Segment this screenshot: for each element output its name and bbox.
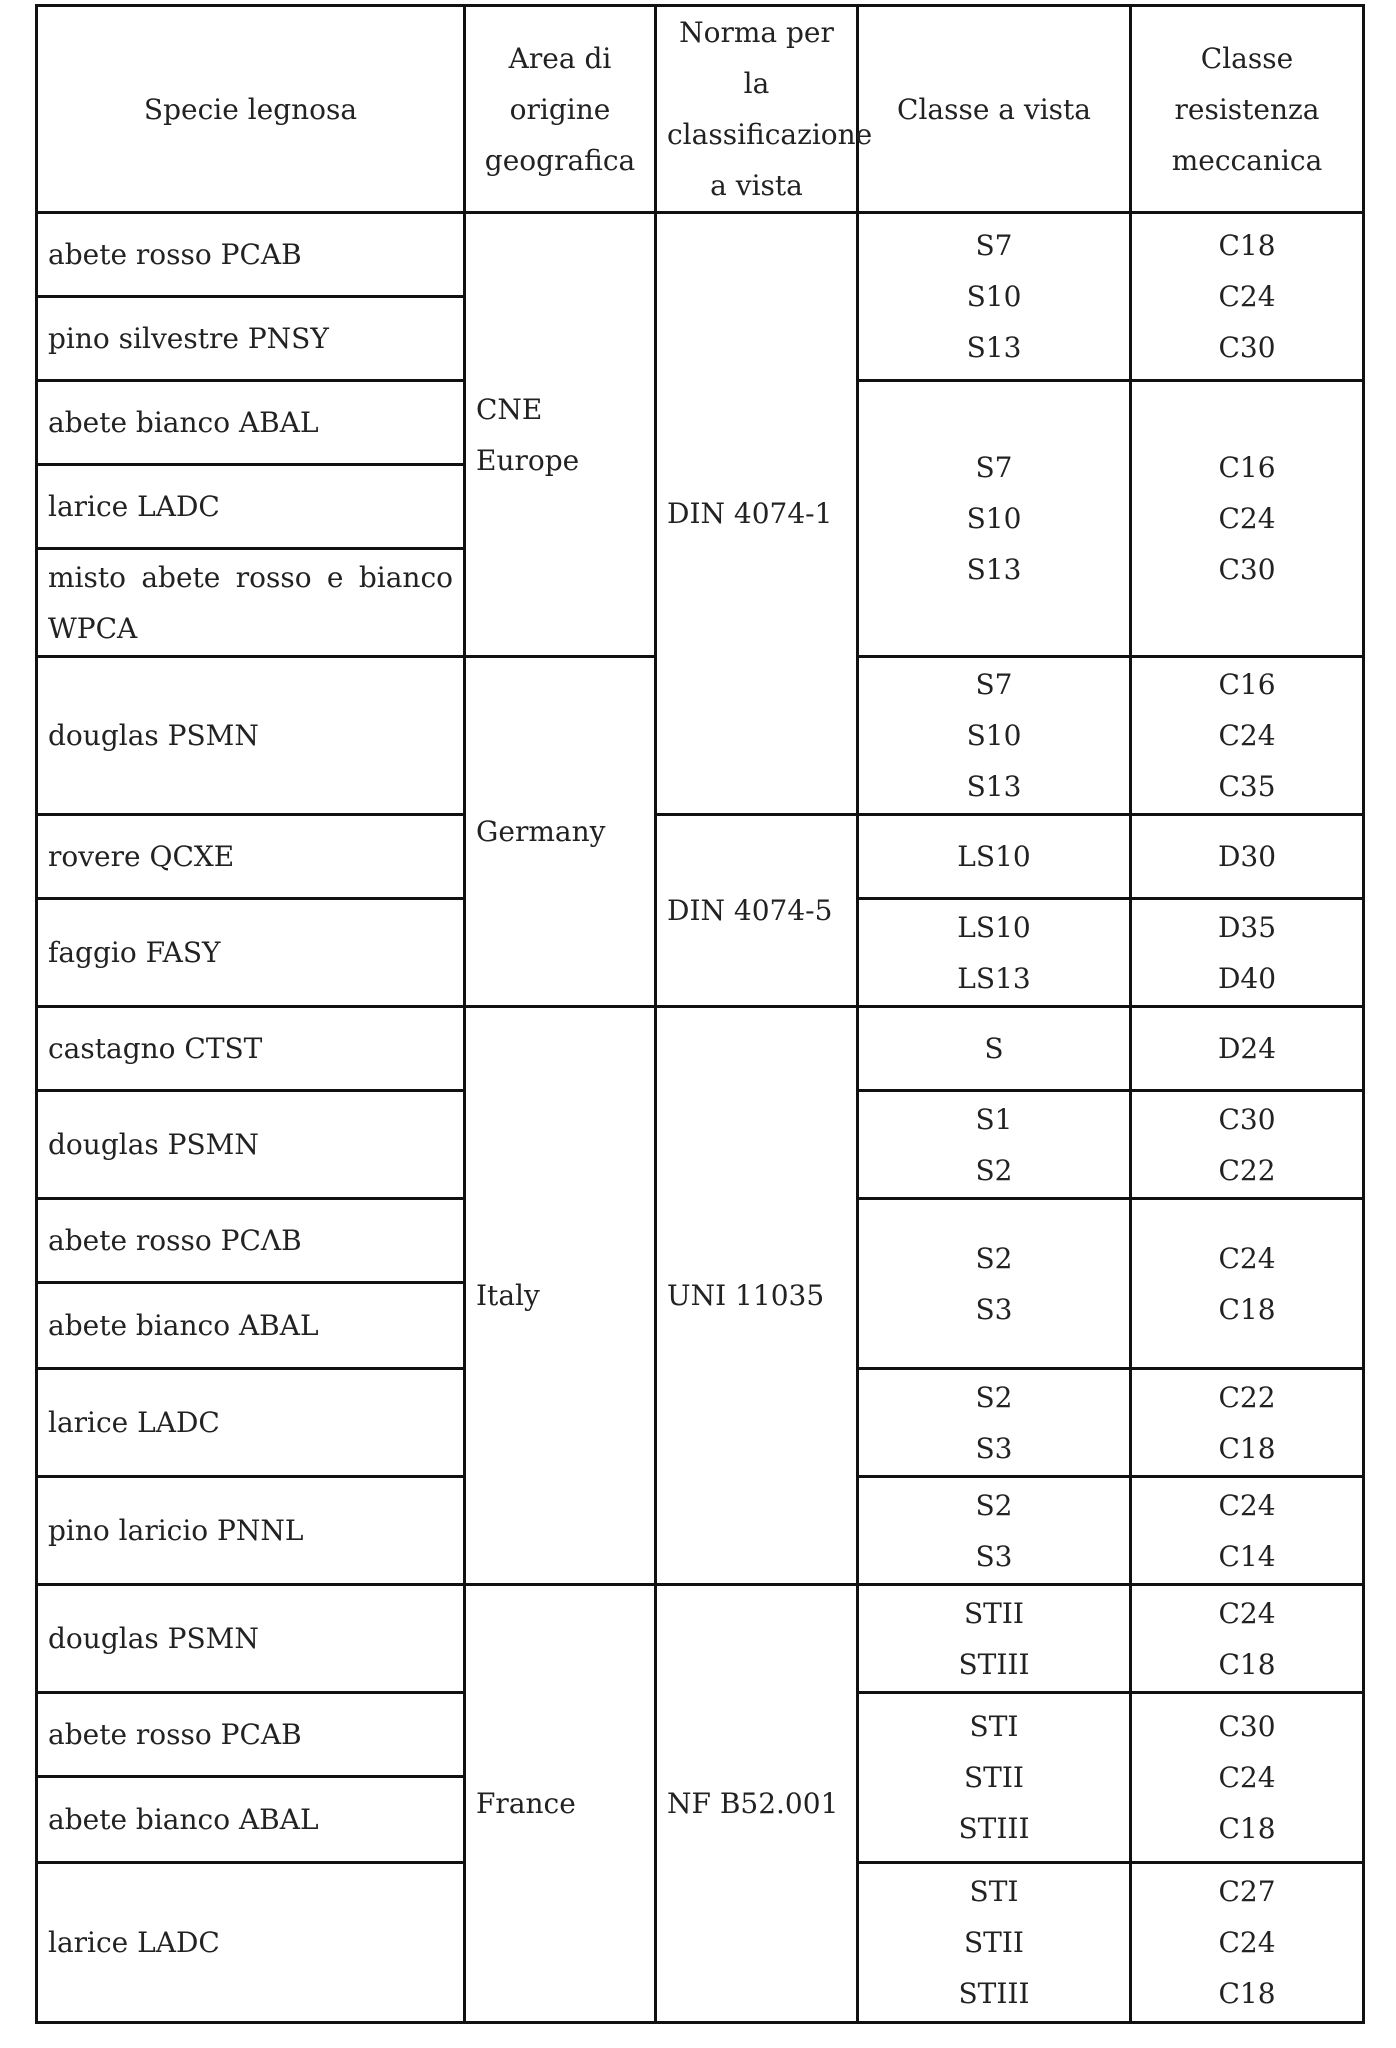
visual-class-cell: S7 S10 S13 bbox=[858, 657, 1131, 815]
area-cell: France bbox=[465, 1585, 656, 2023]
header-row bbox=[37, 6, 1364, 213]
species-cell: douglas PSMN bbox=[37, 657, 465, 815]
table-row bbox=[37, 213, 1364, 297]
visual-class-cell: S2 S3 bbox=[858, 1199, 1131, 1369]
area-cell: Germany bbox=[465, 657, 656, 1007]
visual-class-cell: S1 S2 bbox=[858, 1091, 1131, 1199]
strength-class-cell: C16 C24 C35 bbox=[1131, 657, 1364, 815]
strength-class-cell: C27 C24 C18 bbox=[1131, 1863, 1364, 2023]
species-cell: douglas PSMN bbox=[37, 1585, 465, 1693]
species-cell: abete bianco ABAL bbox=[37, 1283, 465, 1369]
visual-class-cell: STI STII STIII bbox=[858, 1693, 1131, 1863]
species-cell: abete rosso PCΛB bbox=[37, 1199, 465, 1283]
species-cell: abete rosso PCAB bbox=[37, 1693, 465, 1777]
visual-class-cell: S7 S10 S13 bbox=[858, 381, 1131, 657]
header-area: Area di origine geografica bbox=[465, 6, 656, 213]
strength-class-cell: C24 C18 bbox=[1131, 1199, 1364, 1369]
species-cell: abete rosso PCAB bbox=[37, 213, 465, 297]
header-norm: Norma per la classificazione a vista bbox=[656, 6, 858, 213]
visual-class-cell: LS10 LS13 bbox=[858, 899, 1131, 1007]
header-species: Specie legnosa bbox=[37, 6, 465, 213]
strength-class-cell: C24 C14 bbox=[1131, 1477, 1364, 1585]
table-row bbox=[37, 815, 1364, 899]
table-row bbox=[37, 1007, 1364, 1091]
species-cell: pino silvestre PNSY bbox=[37, 297, 465, 381]
strength-class-cell: C24 C18 bbox=[1131, 1585, 1364, 1693]
species-cell: faggio FASY bbox=[37, 899, 465, 1007]
visual-class-cell: S bbox=[858, 1007, 1131, 1091]
species-cell: misto abete rosso e bianco WPCA bbox=[37, 549, 465, 657]
visual-class-cell: S7 S10 S13 bbox=[858, 213, 1131, 381]
strength-class-cell: C18 C24 C30 bbox=[1131, 213, 1364, 381]
species-cell: larice LADC bbox=[37, 1863, 465, 2023]
visual-class-cell: S2 S3 bbox=[858, 1369, 1131, 1477]
species-cell: abete bianco ABAL bbox=[37, 381, 465, 465]
species-cell: abete bianco ABAL bbox=[37, 1777, 465, 1863]
visual-class-cell: STII STIII bbox=[858, 1585, 1131, 1693]
strength-class-cell: C22 C18 bbox=[1131, 1369, 1364, 1477]
strength-class-cell: D24 bbox=[1131, 1007, 1364, 1091]
area-cell: Italy bbox=[465, 1007, 656, 1585]
species-cell: larice LADC bbox=[37, 465, 465, 549]
wood-species-classification-table bbox=[35, 4, 1365, 2024]
norm-cell: DIN 4074-1 bbox=[656, 213, 858, 815]
strength-class-cell: C30 C22 bbox=[1131, 1091, 1364, 1199]
species-cell: castagno CTST bbox=[37, 1007, 465, 1091]
strength-class-cell: D30 bbox=[1131, 815, 1364, 899]
norm-cell: NF B52.001 bbox=[656, 1585, 858, 2023]
visual-class-cell: STI STII STIII bbox=[858, 1863, 1131, 2023]
strength-class-cell: C30 C24 C18 bbox=[1131, 1693, 1364, 1863]
visual-class-cell: S2 S3 bbox=[858, 1477, 1131, 1585]
species-cell: douglas PSMN bbox=[37, 1091, 465, 1199]
norm-cell: DIN 4074-5 bbox=[656, 815, 858, 1007]
header-visual-class: Classe a vista bbox=[858, 6, 1131, 213]
table-row bbox=[37, 1585, 1364, 1693]
strength-class-cell: D35 D40 bbox=[1131, 899, 1364, 1007]
species-cell: rovere QCXE bbox=[37, 815, 465, 899]
species-cell: larice LADC bbox=[37, 1369, 465, 1477]
norm-cell: UNI 11035 bbox=[656, 1007, 858, 1585]
visual-class-cell: LS10 bbox=[858, 815, 1131, 899]
area-cell: CNE Europe bbox=[465, 213, 656, 657]
header-strength-class: Classe resistenza meccanica bbox=[1131, 6, 1364, 213]
strength-class-cell: C16 C24 C30 bbox=[1131, 381, 1364, 657]
species-cell: pino laricio PNNL bbox=[37, 1477, 465, 1585]
